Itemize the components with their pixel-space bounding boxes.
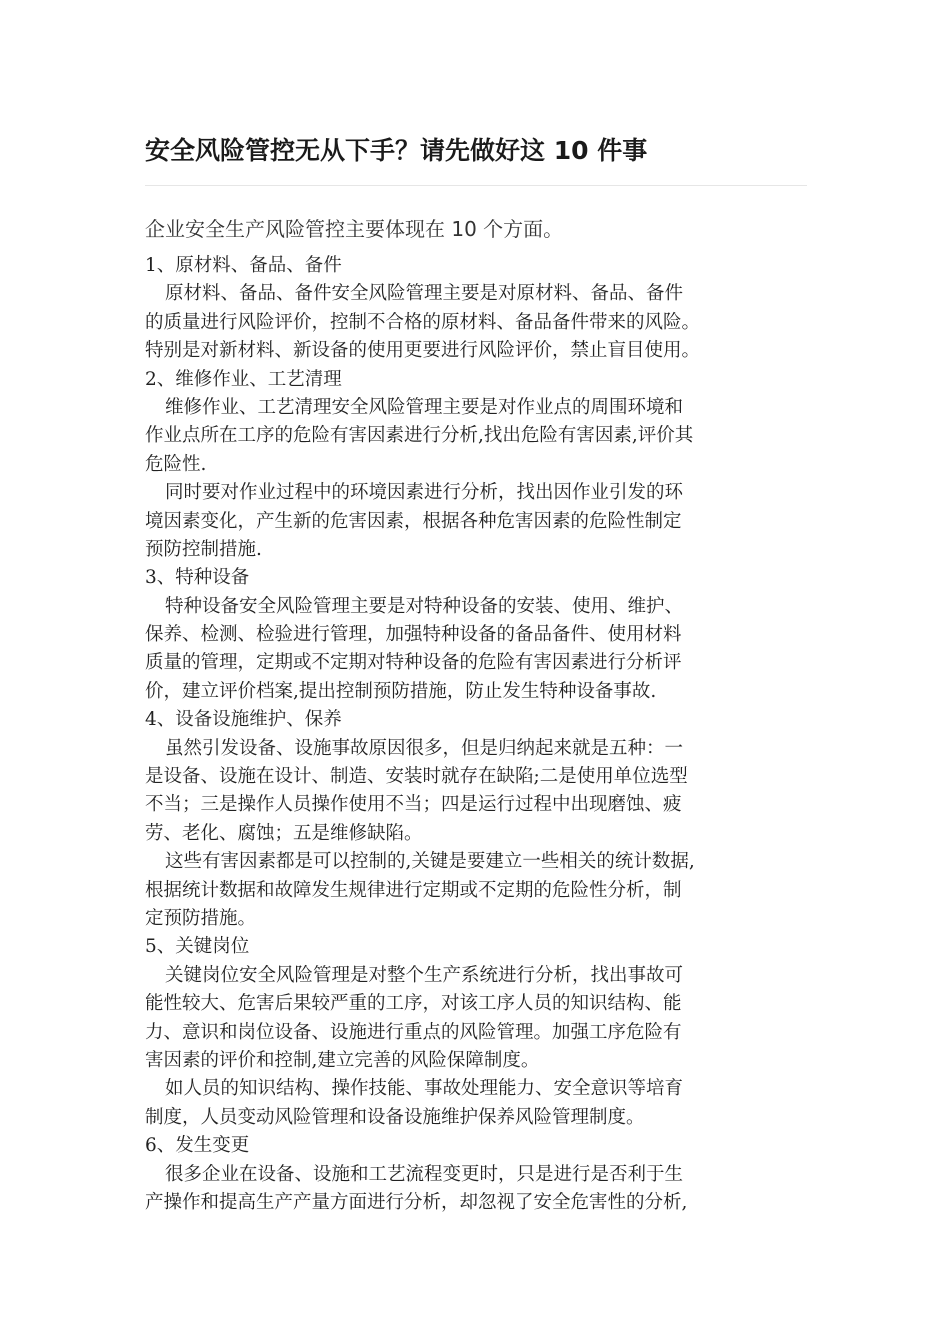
text-line: 特别是对新材料、新设备的使用更要进行风险评价，禁止盲目使用。 bbox=[145, 340, 701, 362]
text-line: 保养、检测、检验进行管理，加强特种设备的备品备件、使用材料 bbox=[145, 624, 682, 646]
article-body bbox=[145, 252, 810, 1217]
text-line: 质量的管理，定期或不定期对特种设备的危险有害因素进行分析评 bbox=[145, 652, 682, 674]
text-line: 特种设备安全风险管理主要是对特种设备的安装、使用、维护、 bbox=[165, 595, 684, 617]
text-line: 力、意识和岗位设备、设施进行重点的风险管理。加强工序危险有 bbox=[145, 1021, 682, 1043]
text-line: 作业点所在工序的危险有害因素进行分析,找出危险有害因素,评价其 bbox=[145, 425, 694, 447]
text-line: 不当；三是操作人员操作使用不当；四是运行过程中出现磨蚀、疲 bbox=[145, 794, 682, 816]
text-line: 根据统计数据和故障发生规律进行定期或不定期的危险性分析，制 bbox=[145, 879, 682, 901]
text-line: 害因素的评价和控制,建立完善的风险保障制度。 bbox=[145, 1049, 540, 1071]
text-line: 产操作和提高生产产量方面进行分析，却忽视了安全危害性的分析, bbox=[145, 1191, 688, 1213]
text-line: 维修作业、工艺清理安全风险管理主要是对作业点的周围环境和 bbox=[165, 396, 684, 418]
text-line: 1、原材料、备品、备件 bbox=[145, 255, 342, 276]
text-line: 2、维修作业、工艺清理 bbox=[145, 368, 342, 390]
text-line: 3、特种设备 bbox=[145, 567, 250, 589]
text-line: 能性较大、危害后果较严重的工序，对该工序人员的知识结构、能 bbox=[145, 993, 682, 1015]
article-title: 安全风险管控无从下手？请先做好这 10 件事 bbox=[145, 136, 648, 165]
text-line: 价，建立评价档案,提出控制预防措施，防止发生特种设备事故. bbox=[145, 680, 657, 702]
text-line: 是设备、设施在设计、制造、安装时就存在缺陷;二是使用单位选型 bbox=[145, 766, 688, 788]
text-line: 4、设备设施维护、保养 bbox=[145, 709, 342, 731]
text-line: 境因素变化，产生新的危害因素，根据各种危害因素的危险性制定 bbox=[145, 510, 682, 532]
text-line: 危险性. bbox=[145, 453, 207, 475]
article-intro: 企业安全生产风险管控主要体现在 10 个方面。 bbox=[145, 217, 564, 241]
text-line: 如人员的知识结构、操作技能、事故处理能力、安全意识等培育 bbox=[165, 1078, 684, 1100]
text-line: 关键岗位安全风险管理是对整个生产系统进行分析，找出事故可 bbox=[165, 964, 684, 986]
title-divider bbox=[145, 185, 807, 186]
text-line: 原材料、备品、备件安全风险管理主要是对原材料、备品、备件 bbox=[165, 283, 684, 305]
text-line: 这些有害因素都是可以控制的,关键是要建立一些相关的统计数据, bbox=[165, 851, 695, 873]
text-line: 虽然引发设备、设施事故原因很多，但是归纳起来就是五种：一 bbox=[165, 737, 684, 759]
text-line: 的质量进行风险评价，控制不合格的原材料、备品备件带来的风险。 bbox=[145, 311, 701, 333]
text-line: 预防控制措施. bbox=[145, 538, 262, 560]
text-line: 定预防措施。 bbox=[145, 907, 257, 929]
text-line: 制度，人员变动风险管理和设备设施维护保养风险管理制度。 bbox=[145, 1106, 645, 1128]
text-line: 5、关键岗位 bbox=[145, 936, 250, 958]
text-line: 劳、老化、腐蚀；五是维修缺陷。 bbox=[145, 822, 423, 844]
text-line: 同时要对作业过程中的环境因素进行分析，找出因作业引发的环 bbox=[165, 482, 684, 504]
text-line: 很多企业在设备、设施和工艺流程变更时，只是进行是否利于生 bbox=[165, 1163, 684, 1185]
text-line: 6、发生变更 bbox=[145, 1135, 250, 1157]
